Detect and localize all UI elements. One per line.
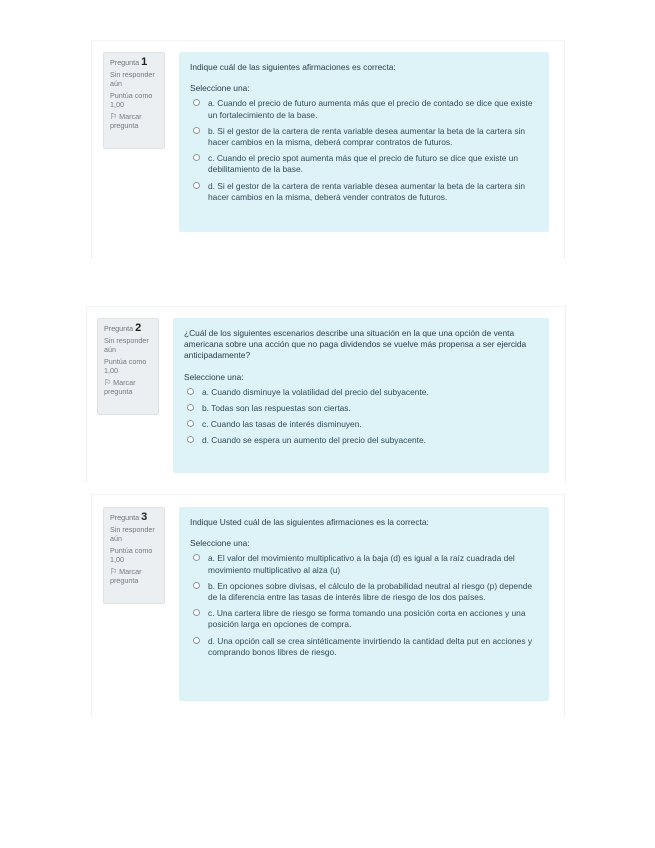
flag-icon: ⚐ [110,111,118,121]
question-3-flag-link[interactable]: ⚐ Marcar pregunta [110,566,142,585]
question-3-option-c[interactable]: c. Una cartera libre de riesgo se forma tomando una posición corta en acciones y una posición larga en opciones de compra. [190,608,538,630]
question-1-score: Puntúa como 1,00 [110,90,153,109]
question-2-info [97,318,159,415]
question-2-status: Sin responder aún [104,335,149,354]
question-2-prompt: Seleccione una: [184,371,244,382]
question-1-content [179,52,549,232]
question-3-text: Indique Usted cuál de las siguientes afirmaciones es la correcta: [190,517,429,527]
radio-icon[interactable] [193,127,200,134]
question-3-score: Puntúa como 1,00 [110,545,153,564]
radio-icon[interactable] [187,420,194,427]
radio-icon[interactable] [187,404,194,411]
question-3-status: Sin responder aún [110,524,155,543]
question-2-score: Puntúa como 1,00 [104,356,147,375]
question-2-option-c[interactable]: c. Cuando las tasas de interés disminuyen. [184,419,538,430]
question-3-number: Pregunta 3 [110,511,148,523]
question-1-info [103,52,165,149]
question-1-flag-link[interactable]: ⚐ Marcar pregunta [110,111,142,130]
radio-icon[interactable] [193,154,200,161]
radio-icon[interactable] [193,554,200,561]
question-3-content [179,507,549,701]
question-2-option-b[interactable]: b. Todas son las respuestas son ciertas. [184,403,538,414]
question-1-option-a[interactable]: a. Cuando el precio de futuro aumenta más que el precio de contado se dice que existe un fortalecimiento de la base. [190,98,538,120]
question-3-option-b[interactable]: b. En opciones sobre divisas, el cálculo de la probabilidad neutral al riesgo (p) depende de la diferencia entre las tasas de interés libre de riesgo de los dos países. [190,581,538,603]
question-1-number: Pregunta 1 [110,56,148,68]
radio-icon[interactable] [193,182,200,189]
radio-icon[interactable] [187,388,194,395]
radio-icon[interactable] [193,99,200,106]
question-1-status: Sin responder aún [110,69,155,88]
question-2-content [173,318,549,473]
question-1-option-c[interactable]: c. Cuando el precio spot aumenta más que el precio de futuro se dice que existe un debilitamiento de la base. [190,153,538,175]
question-3-info [103,507,165,604]
question-2-option-a[interactable]: a. Cuando disminuye la volatilidad del precio del subyacente. [184,387,538,398]
radio-icon[interactable] [193,637,200,644]
flag-icon: ⚐ [110,566,118,576]
question-3-prompt: Seleccione una: [190,538,250,549]
question-2-flag-link[interactable]: ⚐ Marcar pregunta [104,377,136,396]
question-3-option-a[interactable]: a. El valor del movimiento multiplicativo a la baja (d) es igual a la raíz cuadrada del movimiento multiplicativo al alza (u) [190,553,538,575]
question-1-text: Indique cuál de las siguientes afirmaciones es correcta: [190,62,396,72]
question-3-option-d[interactable]: d. Una opción call se crea sintéticamente invirtiendo la cantidad delta put en acciones y comprando bonos libres de riesgo. [190,636,538,658]
radio-icon[interactable] [187,436,194,443]
question-2-option-d[interactable]: d. Cuando se espera un aumento del precio del subyacente. [184,435,538,446]
question-1-prompt: Seleccione una: [190,83,250,94]
flag-icon: ⚐ [104,377,112,387]
question-2-text: ¿Cuál de los siguientes escenarios describe una situación en la que una opción de venta americana sobre una acción que no paga dividendos se vuelve más propensa a ser ejercida anticipadamente? [184,328,527,361]
radio-icon[interactable] [193,582,200,589]
question-1-option-b[interactable]: b. Si el gestor de la cartera de renta variable desea aumentar la beta de la cartera sin hacer cambios en la misma, deberá comprar contratos de futuros. [190,126,538,148]
question-2-number: Pregunta 2 [104,322,142,334]
question-1-option-d[interactable]: d. Si el gestor de la cartera de renta variable desea aumentar la beta de la cartera sin hacer cambios en la misma, deberá vender contratos de futuros. [190,181,538,203]
radio-icon[interactable] [193,609,200,616]
